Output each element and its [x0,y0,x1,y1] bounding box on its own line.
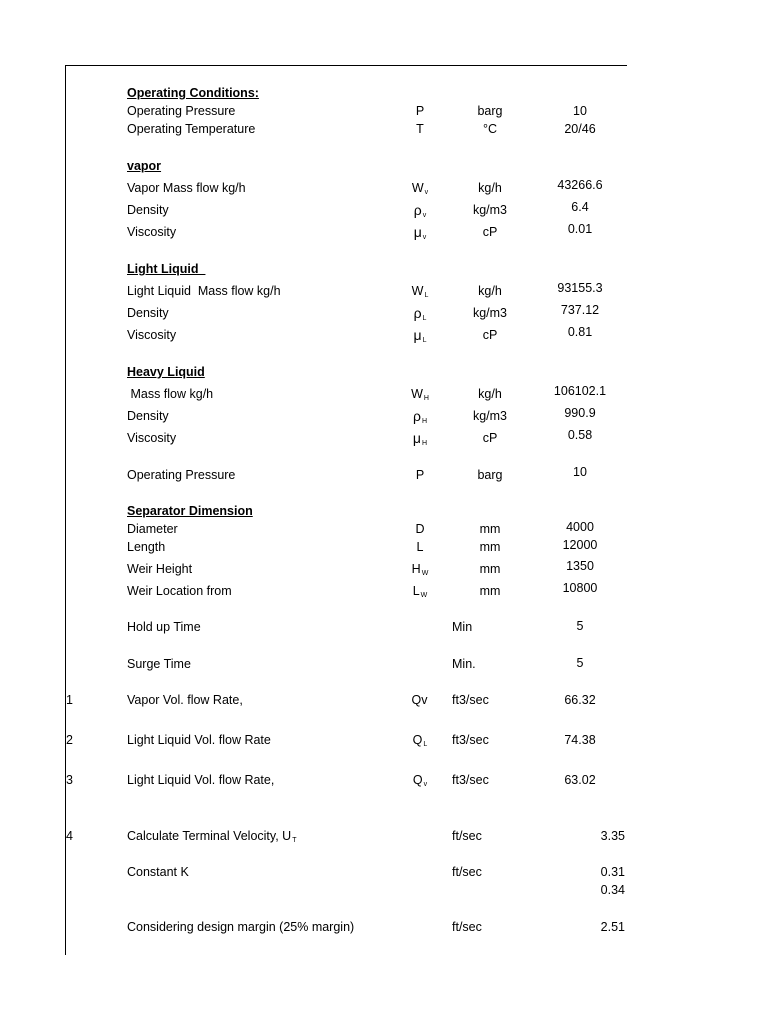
row-value: 1350 [566,559,594,573]
row-number: 4 [66,829,73,843]
row-value: 10800 [562,581,598,595]
row-unit: ft3/sec [452,733,489,747]
row-number: 2 [66,733,73,747]
row-label: Operating Pressure [127,468,236,482]
table-row [0,519,768,539]
row-value: 5 [576,619,584,633]
row-value: 0.34 [600,883,625,897]
row-symbol: $\mu_H$ [412,430,428,447]
row-symbol: $\rho_L$ [413,305,427,322]
row-symbol: L [416,540,424,554]
table-row [0,730,768,750]
row-unit: kg/m3 [472,409,508,423]
row-unit: kg/m3 [472,306,508,320]
table-row [0,770,768,790]
row-unit: Min [452,620,473,634]
sheet-border-top [65,65,627,66]
row-symbol: P [415,468,425,482]
row-value: 43266.6 [557,178,603,192]
row-unit: kg/h [478,181,502,195]
row-unit: mm [479,584,501,598]
row-label: Length [127,540,166,554]
row-value: 12000 [562,538,598,552]
row-value: 106102.1 [553,384,607,398]
table-row [0,465,768,485]
row-label: Operating Pressure [127,104,236,118]
table-row [0,880,768,900]
row-label: Mass flow kg/h [127,387,214,401]
row-unit: cP [482,328,498,342]
row-value: 10 [573,465,587,479]
table-row [0,690,768,710]
row-value: 20/46 [564,122,596,136]
row-value: 737.12 [560,303,600,317]
table-row [0,101,768,121]
row-unit: kg/h [478,284,502,298]
row-label: Weir Location from [127,584,232,598]
row-label: Vapor Mass flow kg/h [127,181,246,195]
row-unit: Min. [452,657,476,671]
row-label: Surge Time [127,657,191,671]
table-row [0,303,768,323]
row-label: Viscosity [127,225,177,239]
row-symbol: $Q_L$ [412,733,428,748]
row-unit: ft/sec [452,865,482,879]
row-label: Calculate Terminal Velocity, $U_T$ [127,829,297,844]
row-symbol: $W_H$ [411,387,429,402]
row-symbol: $L_W$ [412,584,428,599]
row-number: 1 [66,693,73,707]
row-symbol: Qv [411,693,428,707]
row-label: Operating Temperature [127,122,256,136]
row-symbol: $W_v$ [411,181,429,196]
row-unit: ft/sec [452,829,482,843]
row-label: Density [127,306,169,320]
table-row [0,537,768,557]
row-value: 4000 [566,520,594,534]
row-value: 10 [573,104,587,118]
row-label: Viscosity [127,328,177,342]
row-unit: mm [479,522,501,536]
row-symbol: $\mu_v$ [413,224,427,241]
table-row [0,222,768,242]
section-title: Light Liquid [127,262,206,276]
table-row [0,178,768,198]
row-unit: °C [482,122,498,136]
table-row [0,581,768,601]
table-row [0,325,768,345]
row-symbol: D [415,522,425,536]
row-symbol: $\rho_H$ [412,408,428,425]
row-label: Weir Height [127,562,193,576]
row-value: 93155.3 [557,281,603,295]
row-value: 63.02 [564,773,596,787]
row-value: 990.9 [564,406,596,420]
table-row [0,281,768,301]
row-value: 3.35 [600,829,625,843]
section-title: Heavy Liquid [127,365,205,379]
table-row [0,119,768,139]
row-label: Light Liquid Vol. flow Rate [127,733,271,747]
table-row [0,200,768,220]
row-number: 3 [66,773,73,787]
section-heavy-liquid [0,362,768,382]
row-unit: barg [477,468,503,482]
row-unit: kg/m3 [472,203,508,217]
row-unit: ft3/sec [452,773,489,787]
row-unit: mm [479,562,501,576]
row-unit: barg [477,104,503,118]
table-row [0,917,768,937]
row-label: Density [127,203,169,217]
table-row [0,826,768,846]
row-value: 0.81 [567,325,593,339]
row-unit: ft/sec [452,920,482,934]
table-row [0,654,768,674]
row-label: Constant K [127,865,189,879]
section-title: vapor [127,159,162,173]
table-row [0,428,768,448]
row-label: Vapor Vol. flow Rate, [127,693,243,707]
row-label: Considering design margin (25% margin) [127,920,355,934]
row-label: Hold up Time [127,620,201,634]
table-row [0,617,768,637]
row-value: 2.51 [600,920,625,934]
row-unit: kg/h [478,387,502,401]
row-label: Light Liquid Vol. flow Rate, [127,773,275,787]
row-value: 0.31 [600,865,625,879]
section-vapor [0,156,768,176]
row-symbol: $\mu_L$ [413,327,427,344]
row-symbol: P [415,104,425,118]
row-label: Diameter [127,522,178,536]
row-value: 66.32 [564,693,596,707]
row-value: 0.01 [567,222,593,236]
row-value: 74.38 [564,733,596,747]
row-value: 6.4 [571,200,589,214]
row-label: Light Liquid Mass flow kg/h [127,284,281,298]
row-unit: mm [479,540,501,554]
table-row [0,406,768,426]
table-row [0,862,768,882]
section-light-liquid [0,259,768,279]
table-row [0,384,768,404]
row-symbol: T [416,122,424,136]
row-symbol: $Q_v$ [412,773,428,788]
row-label: Density [127,409,169,423]
row-symbol: $W_L$ [411,284,429,299]
table-row [0,559,768,579]
row-symbol: $H_W$ [411,562,429,577]
section-title: Operating Conditions: [127,86,259,100]
row-unit: cP [482,431,498,445]
row-value: 5 [576,656,584,670]
row-unit: ft3/sec [452,693,489,707]
section-title: Separator Dimension [127,504,253,518]
row-symbol: $\rho_v$ [413,202,427,219]
row-unit: cP [482,225,498,239]
row-value: 0.58 [567,428,593,442]
row-label: Viscosity [127,431,177,445]
section-operating-conditions [0,83,768,103]
section-separator-dimension [0,501,768,521]
